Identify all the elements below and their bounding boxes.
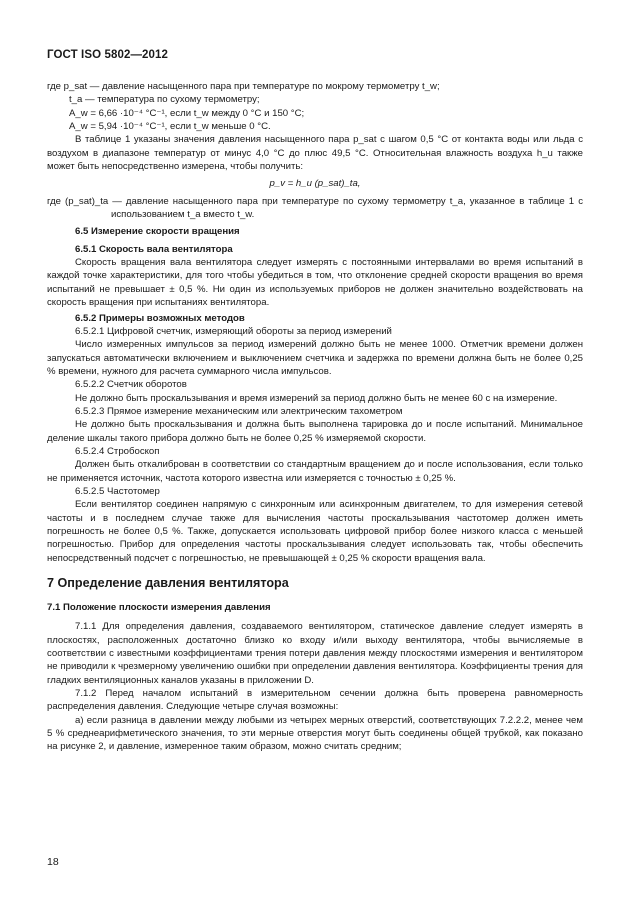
definition-p-sat-ta: где (p_sat)_ta — давление насыщенного пара при температуре по сухому термометру t_a, указанное в таблице 1 с использованием t_a вместо t_w.	[47, 195, 583, 221]
paragraph-7-1-2: 7.1.2 Перед началом испытаний в измерительном сечении должна быть проверена равномерность распределения давления. Следующие четыре случая возможны:	[47, 688, 583, 713]
definition-a-w-2: A_w = 5,94 ·10⁻⁴ °C⁻¹, если t_w меньше 0 °C.	[69, 121, 271, 133]
paragraph-7-1-2-a: а) если разница в давлении между любыми из четырех мерных отверстий, соответствующих 7.2.2.2, менее чем 5 % среднеарифметического значения, то эти мерные отверстия могут быть соединены общей трубкой, как показано на рисунке 2, и давление, измеренное таким образом, можно считать средним;	[47, 714, 583, 753]
definition-a-w-1: A_w = 6,66 ·10⁻⁴ °C⁻¹, если t_w между 0 °C и 150 °C;	[69, 107, 305, 119]
paragraph-table-1: В таблице 1 указаны значения давления насыщенного пара p_sat с шагом 0,5 °С от контакта воды или льда с воздухом в диапазоне температур от минус 4,0 °С до плюс 49,5 °С. Относительная влажность воздуха h_u также может быть непосредственно измерена, чтобы получить:	[47, 134, 583, 173]
paragraph-6-5-2-4: Должен быть откалиброван в соответствии со стандартным вращением до и после использования, если только не применяется источник, частота которого известна или измеряется с точностью ± 0,25 %.	[47, 459, 583, 484]
paragraph-6-5-2-1: Число измеренных импульсов за период измерений должно быть не менее 1000. Отметчик времени должен запускаться автоматически включением и выключением счетчика и задержка по времени должна быть не более 0,25 % времени, нужного для расчета суммарного числа импульсов.	[47, 339, 583, 377]
subheading-6-5-2-4: 6.5.2.4 Стробоскоп	[75, 445, 160, 457]
subheading-6-5-2-2: 6.5.2.2 Счетчик оборотов	[75, 379, 187, 391]
page-number: 18	[47, 856, 59, 868]
paragraph-6-5-1: Скорость вращения вала вентилятора следует измерять с постоянными интервалами во время испытаний в каждой точке характеристики, для того чтобы убедиться в том, что отклонение средней скорости вращения во время испытаний не превышает ± 0,5 %. Ни один из используемых приборов не должен значительно воздействовать на скорость вращения при испытаниях вентилятора.	[47, 257, 583, 309]
subheading-6-5-2-1: 6.5.2.1 Цифровой счетчик, измеряющий обороты за период измерений	[75, 325, 392, 337]
heading-7-1: 7.1 Положение плоскости измерения давления	[47, 602, 271, 614]
subheading-6-5-2-5: 6.5.2.5 Частотомер	[75, 485, 160, 497]
definition-t-a: t_a — температура по сухому термометру;	[69, 94, 260, 106]
document-header: ГОСТ ISO 5802—2012	[47, 49, 169, 61]
heading-6-5: 6.5 Измерение скорости вращения	[75, 226, 240, 238]
paragraph-6-5-2-2: Не должно быть проскальзывания и время измерений за период должно быть не менее 60 с на измерение.	[75, 392, 558, 404]
paragraph-6-5-2-5: Если вентилятор соединен напрямую с синхронным или асинхронным двигателем, то для измерения сетевой частоты и в последнем случае также для вычисления частоты проскальзывания частотомер должен иметь погрешность не более 0,5 %. Также, допускается использовать цифровой прибор более низкого класса с меньшей погрешностью. Прибор для определения частоты проскальзывания следует использовать так, чтобы обеспечить непосредственный подсчет с погрешностью, не превышающей ± 0,25 % скорости вращения вала.	[47, 499, 583, 564]
heading-6-5-1: 6.5.1 Скорость вала вентилятора	[75, 243, 233, 255]
subheading-6-5-2-3: 6.5.2.3 Прямое измерение механическим или электрическим тахометром	[75, 405, 403, 417]
heading-6-5-2: 6.5.2 Примеры возможных методов	[75, 312, 245, 324]
paragraph-6-5-2-3: Не должно быть проскальзывания и должна быть выполнена тарировка до и после испытаний. Минимальное деление шкалы такого прибора должно быть не более 0,25 % измеряемой скорости.	[47, 419, 583, 444]
definition-p-sat: где p_sat — давление насыщенного пара при температуре по мокрому термометру t_w;	[47, 81, 440, 92]
paragraph-7-1-1: 7.1.1 Для определения давления, создаваемого вентилятором, статическое давление следует измерять в плоскостях, расположенных достаточно близко ко входу и/или выходу вентилятора, чтобы вычисляемые в соответствии с известными коэффициентами трения потери давления между плоскостями измерения и вентилятором не приводили к чрезмерному увеличению ошибки при определении давления вентилятора. Коэффициенты трения для гладких вентиляционных каналов указаны в приложении D.	[47, 621, 583, 686]
document-body	[47, 80, 583, 754]
equation-pv: p_v = h_u (p_sat)_ta,	[269, 178, 361, 190]
heading-7: 7 Определение давления вентилятора	[47, 576, 289, 591]
